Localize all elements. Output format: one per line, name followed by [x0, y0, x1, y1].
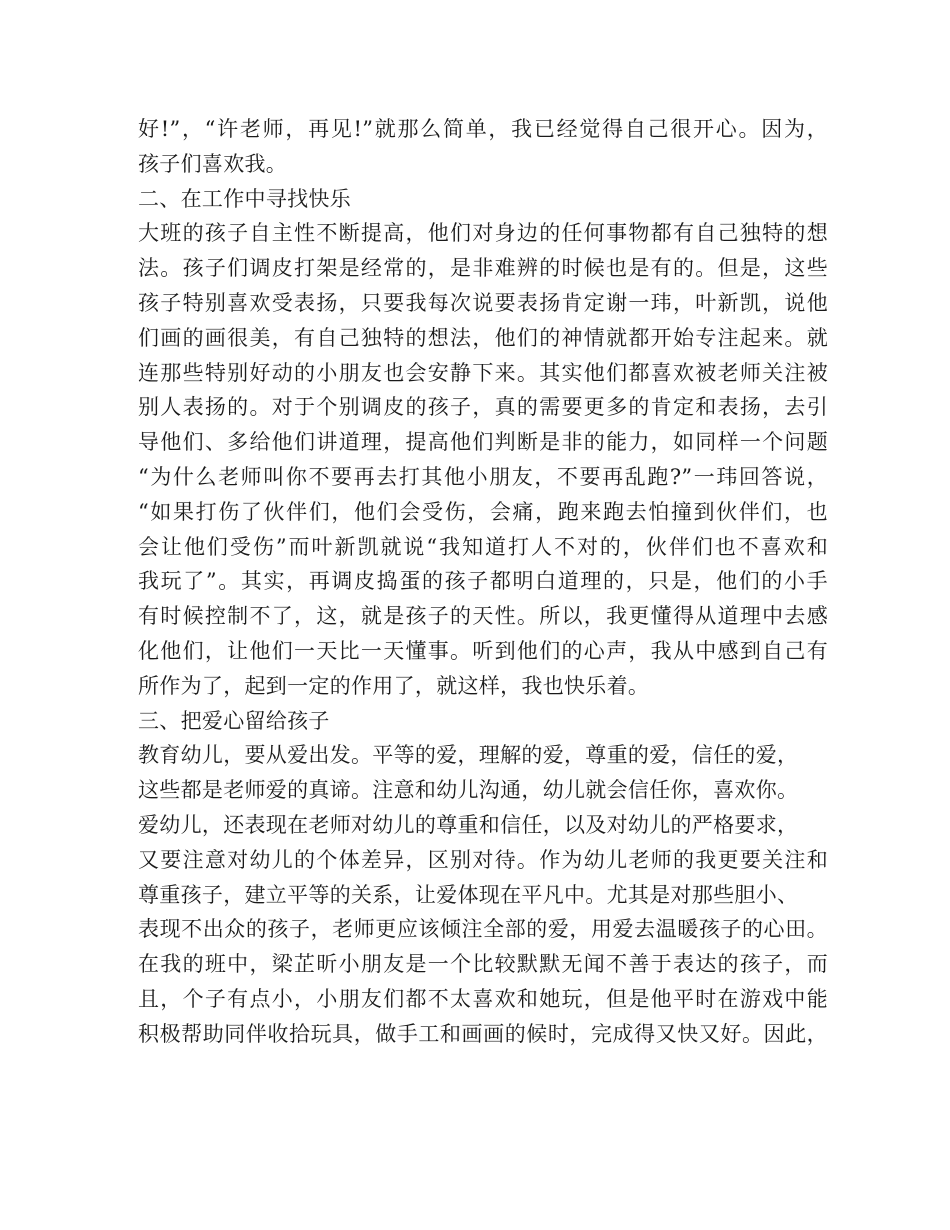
text-line: 们画的画很美，有自己独特的想法，他们的神情就都开始专注起来。就: [138, 325, 828, 350]
text-line: 法。孩子们调皮打架是经常的，是非难辨的时候也是有的。但是，这些: [138, 256, 828, 281]
text-line: 我玩了”。其实，再调皮捣蛋的孩子都明白道理的，只是，他们的小手: [138, 569, 828, 594]
text-line: 在我的班中，梁芷昕小朋友是一个比较默默无闻不善于表达的孩子，而: [138, 952, 828, 977]
text-line: 爱幼儿，还表现在老师对幼儿的尊重和信任，以及对幼儿的严格要求，: [138, 812, 799, 837]
text-line: 且，个子有点小，小朋友们都不太喜欢和她玩，但是他平时在游戏中能: [138, 986, 828, 1011]
section-heading: 三、把爱心留给孩子: [138, 708, 330, 733]
text-line: 教育幼儿，要从爱出发。平等的爱，理解的爱，尊重的爱，信任的爱，: [138, 743, 799, 768]
text-line: “如果打伤了伙伴们，他们会受伤，会痛，跑来跑去怕撞到伙伴们，也: [138, 499, 828, 524]
document-page: [138, 112, 828, 1052]
text-line: 孩子们喜欢我。: [138, 151, 288, 176]
text-line: 有时候控制不了，这，就是孩子的天性。所以，我更懂得从道理中去感: [138, 604, 828, 629]
section-heading: 二、在工作中寻找快乐: [138, 186, 351, 211]
text-line: 会让他们受伤”而叶新凯就说“我知道打人不对的，伙伴们也不喜欢和: [138, 534, 828, 559]
text-line: 所作为了，起到一定的作用了，就这样，我也快乐着。: [138, 673, 650, 698]
text-line: 连那些特别好动的小朋友也会安静下来。其实他们都喜欢被老师关注被: [138, 360, 828, 385]
text-line: 表现不出众的孩子，老师更应该倾注全部的爱，用爱去温暖孩子的心田。: [138, 917, 828, 942]
text-line: 大班的孩子自主性不断提高，他们对身边的任何事物都有自己独特的想: [138, 221, 828, 246]
text-line: 好!”，“许老师，再见!”就那么简单，我已经觉得自己很开心。因为，: [138, 117, 828, 141]
text-line: 尊重孩子，建立平等的关系，让爱体现在平凡中。尤其是对那些胆小、: [138, 882, 799, 907]
text-line: 导他们、多给他们讲道理，提高他们判断是非的能力，如同样一个问题: [138, 430, 828, 455]
text-line: 积极帮助同伴收拾玩具，做手工和画画的候时，完成得又快又好。因此，: [138, 1021, 828, 1046]
text-line: 别人表扬的。对于个别调皮的孩子，真的需要更多的肯定和表扬，去引: [138, 395, 828, 420]
text-line: 这些都是老师爱的真谛。注意和幼儿沟通，幼儿就会信任你，喜欢你。: [138, 778, 799, 803]
text-line: 化他们，让他们一天比一天懂事。听到他们的心声，我从中感到自己有: [138, 638, 828, 663]
text-line: 又要注意对幼儿的个体差异，区别对待。作为幼儿老师的我更要关注和: [138, 847, 828, 872]
text-line: “为什么老师叫你不要再去打其他小朋友，不要再乱跑?”一玮回答说，: [138, 464, 828, 489]
text-line: 孩子特别喜欢受表扬，只要我每次说要表扬肯定谢一玮，叶新凯，说他: [138, 290, 828, 315]
